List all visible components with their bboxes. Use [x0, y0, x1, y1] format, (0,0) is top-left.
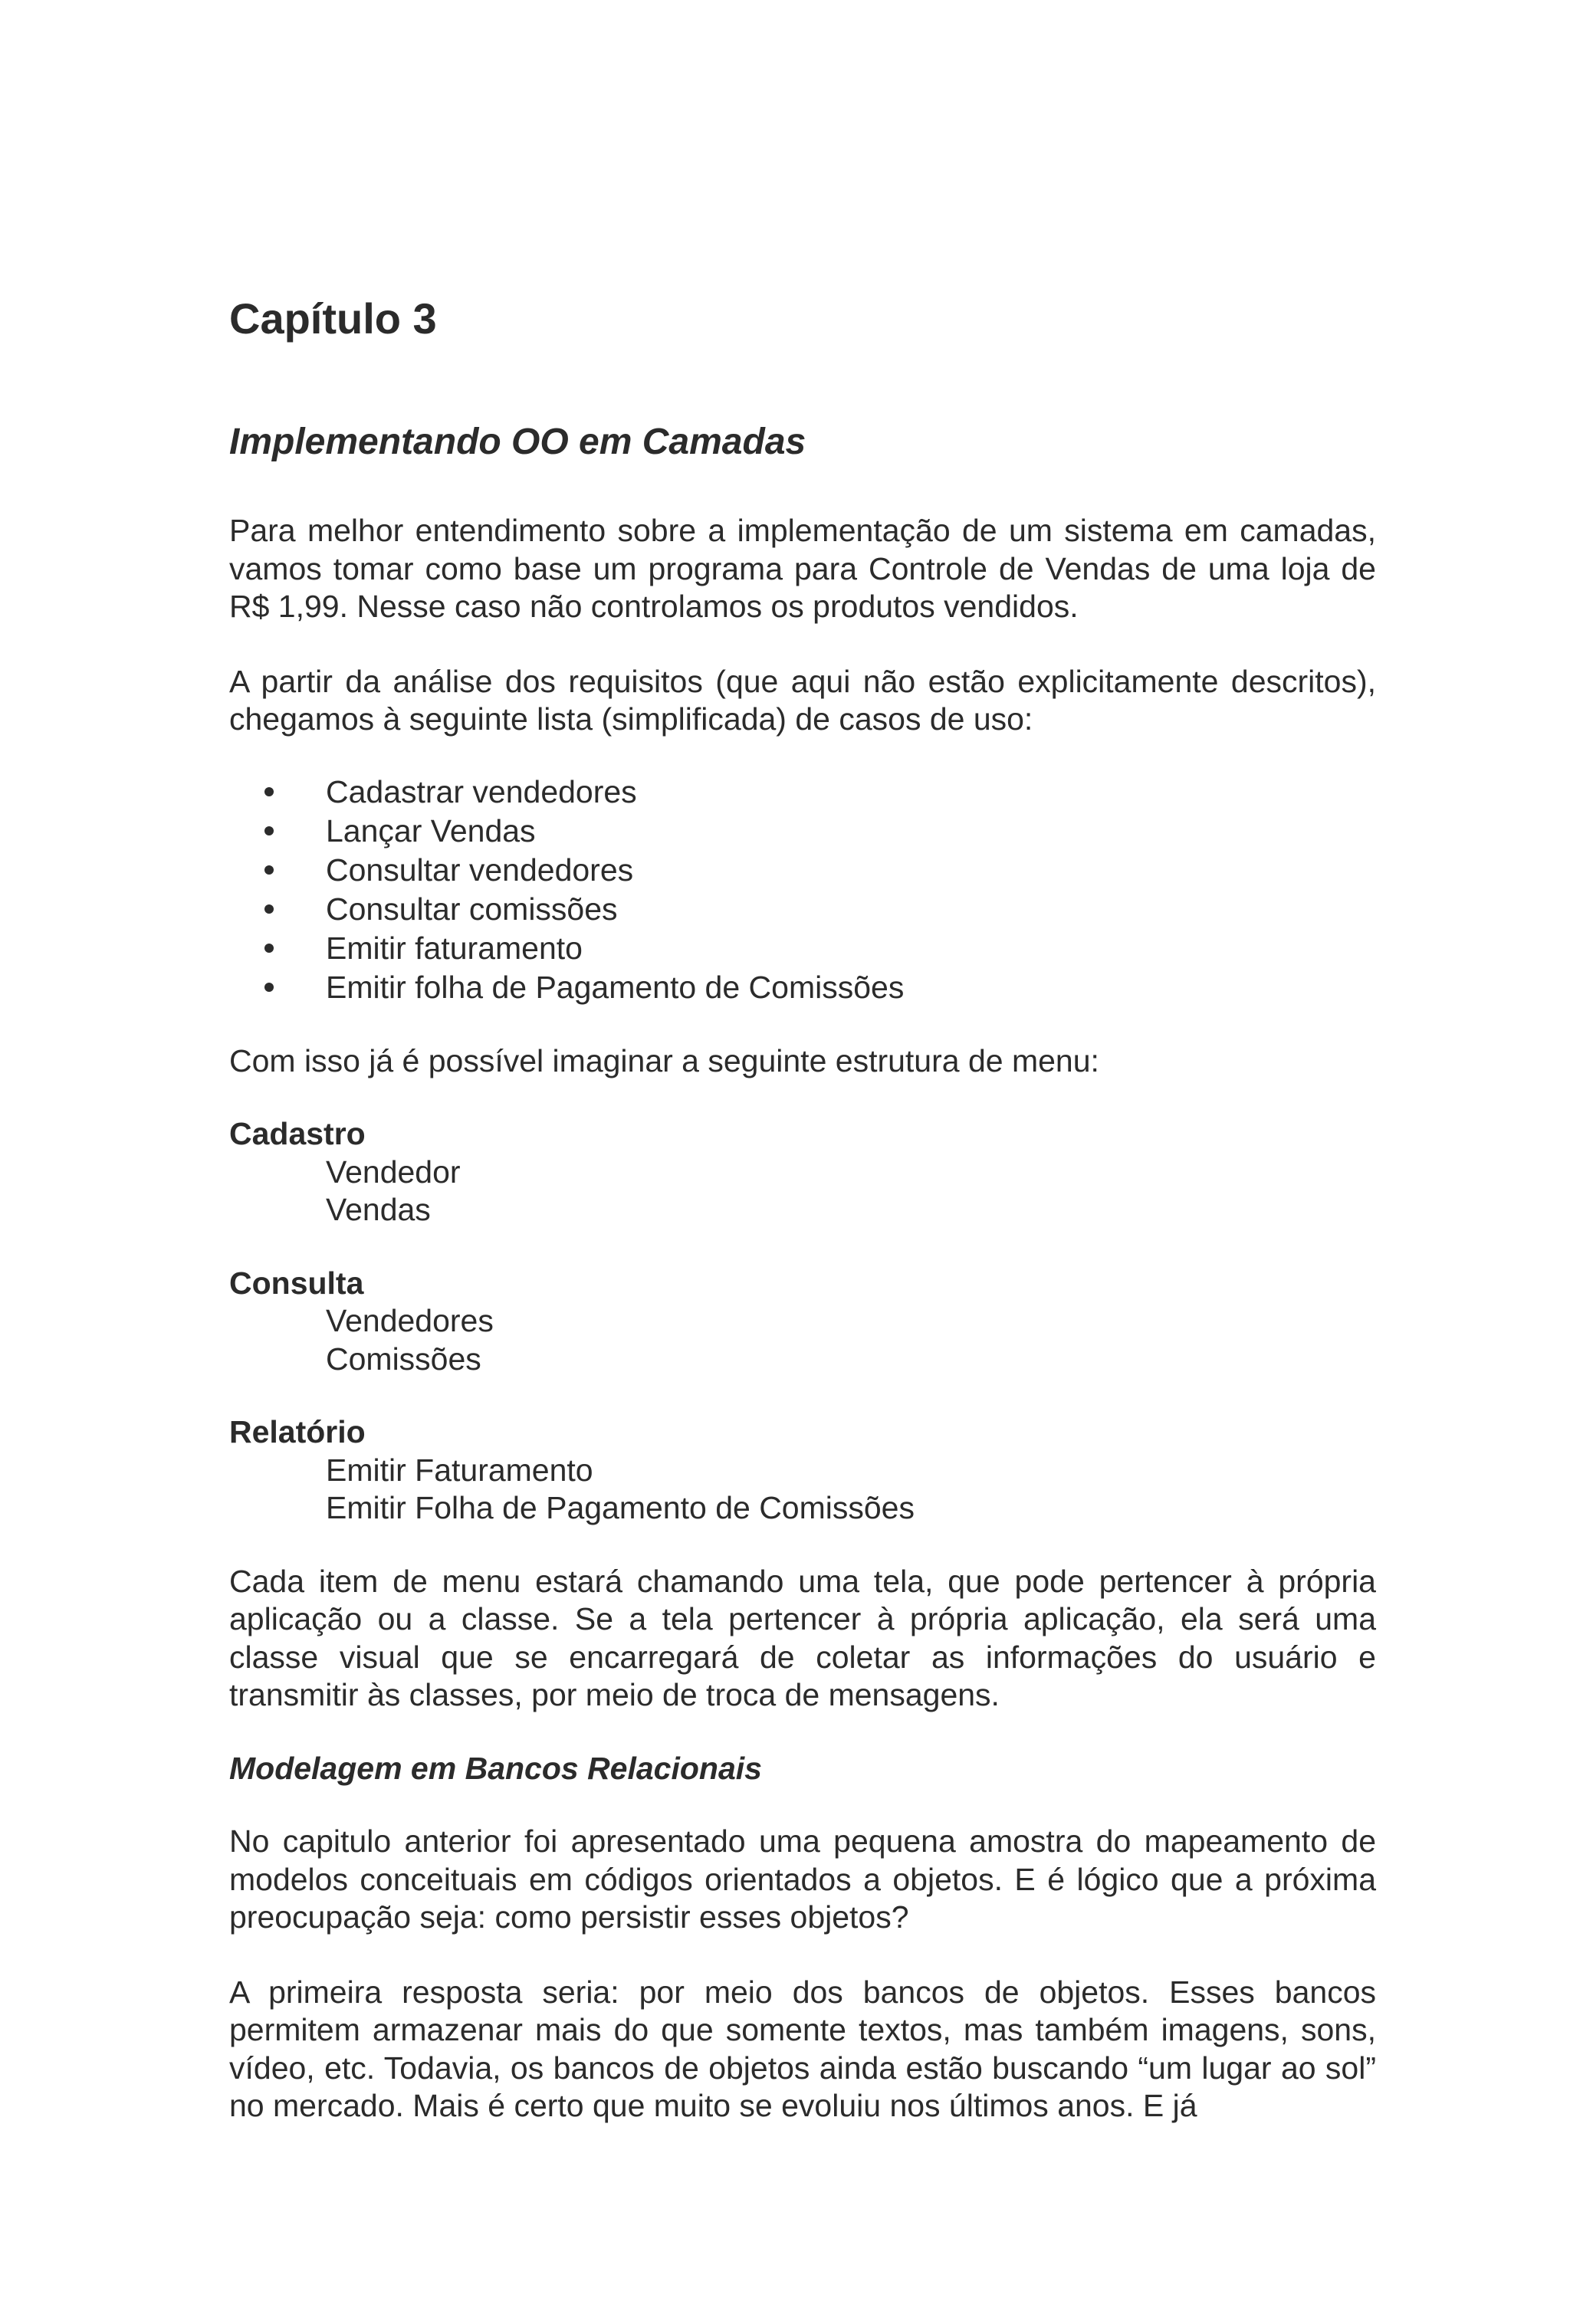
bullet-icon — [264, 826, 274, 835]
paragraph-previous-chapter: No capitulo anterior foi apresentado uma pequena amostra do mapeamento de modelos conceituais em códigos orientados a objetos. E é lógico que a próxima preocupação seja: como persistir esses objetos? — [229, 1823, 1376, 1935]
list-item-label: Lançar Vendas — [326, 812, 536, 849]
list-item — [229, 929, 1376, 968]
section-title: Implementando OO em Camadas — [229, 422, 806, 462]
menu-item-emitir-folha: Emitir Folha de Pagamento de Comissões — [326, 1490, 915, 1525]
list-item — [229, 851, 1376, 890]
paragraph-analysis: A partir da análise dos requisitos (que aqui não estão explicitamente descritos), chegamos à seguinte lista (simplificada) de casos de uso: — [229, 663, 1376, 737]
paragraph-menu-intro: Com isso já é possível imaginar a seguinte estrutura de menu: — [229, 1042, 1099, 1078]
list-item-label: Consultar comissões — [326, 891, 618, 927]
list-item-label: Consultar vendedores — [326, 852, 634, 888]
menu-item-vendedores: Vendedores — [326, 1303, 494, 1338]
menu-item-vendas: Vendas — [326, 1192, 431, 1227]
bullet-icon — [264, 904, 274, 914]
paragraph-menu-explain: Cada item de menu estará chamando uma tela, que pode pertencer à própria aplicação ou a classe. Se a tela pertencer à própria aplicação, ela será uma classe visual que se encarregará de coletar as informações do usuário e transmitir às classes, por meio de troca de mensagens. — [229, 1563, 1376, 1712]
bullet-icon — [264, 944, 274, 953]
list-item — [229, 773, 1376, 812]
chapter-title: Capítulo 3 — [229, 294, 437, 343]
list-item — [229, 812, 1376, 851]
menu-item-vendedor: Vendedor — [326, 1154, 461, 1190]
use-case-list — [229, 773, 1376, 1007]
menu-heading-relatorio: Relatório — [229, 1414, 366, 1449]
subsection-title: Modelagem em Bancos Relacionais — [229, 1750, 762, 1786]
menu-heading-consulta: Consulta — [229, 1265, 364, 1301]
bullet-icon — [264, 865, 274, 875]
bullet-icon — [264, 983, 274, 992]
menu-item-emitir-faturamento: Emitir Faturamento — [326, 1452, 593, 1488]
list-item-label: Emitir folha de Pagamento de Comissões — [326, 969, 905, 1005]
list-item — [229, 968, 1376, 1007]
menu-structure — [229, 1115, 1376, 1528]
menu-item-comissoes: Comissões — [326, 1341, 481, 1377]
paragraph-first-answer: A primeira resposta seria: por meio dos bancos de objetos. Esses bancos permitem armazenar mais do que somente textos, mas também imagens, sons, vídeo, etc. Todavia, os bancos de objetos ainda estão buscando “um lugar ao sol” no mercado. Mais é certo que muito se evoluiu nos últimos anos. E já — [229, 1974, 1376, 2123]
list-item — [229, 890, 1376, 929]
paragraph-intro: Para melhor entendimento sobre a implementação de um sistema em camadas, vamos tomar como base um programa para Controle de Vendas de uma loja de R$ 1,99. Nesse caso não controlamos os produtos vendidos. — [229, 513, 1376, 624]
bullet-icon — [264, 787, 274, 796]
list-item-label: Cadastrar vendedores — [326, 773, 637, 809]
menu-heading-cadastro: Cadastro — [229, 1116, 366, 1151]
page-content — [229, 293, 1376, 2125]
list-item-label: Emitir faturamento — [326, 930, 583, 966]
